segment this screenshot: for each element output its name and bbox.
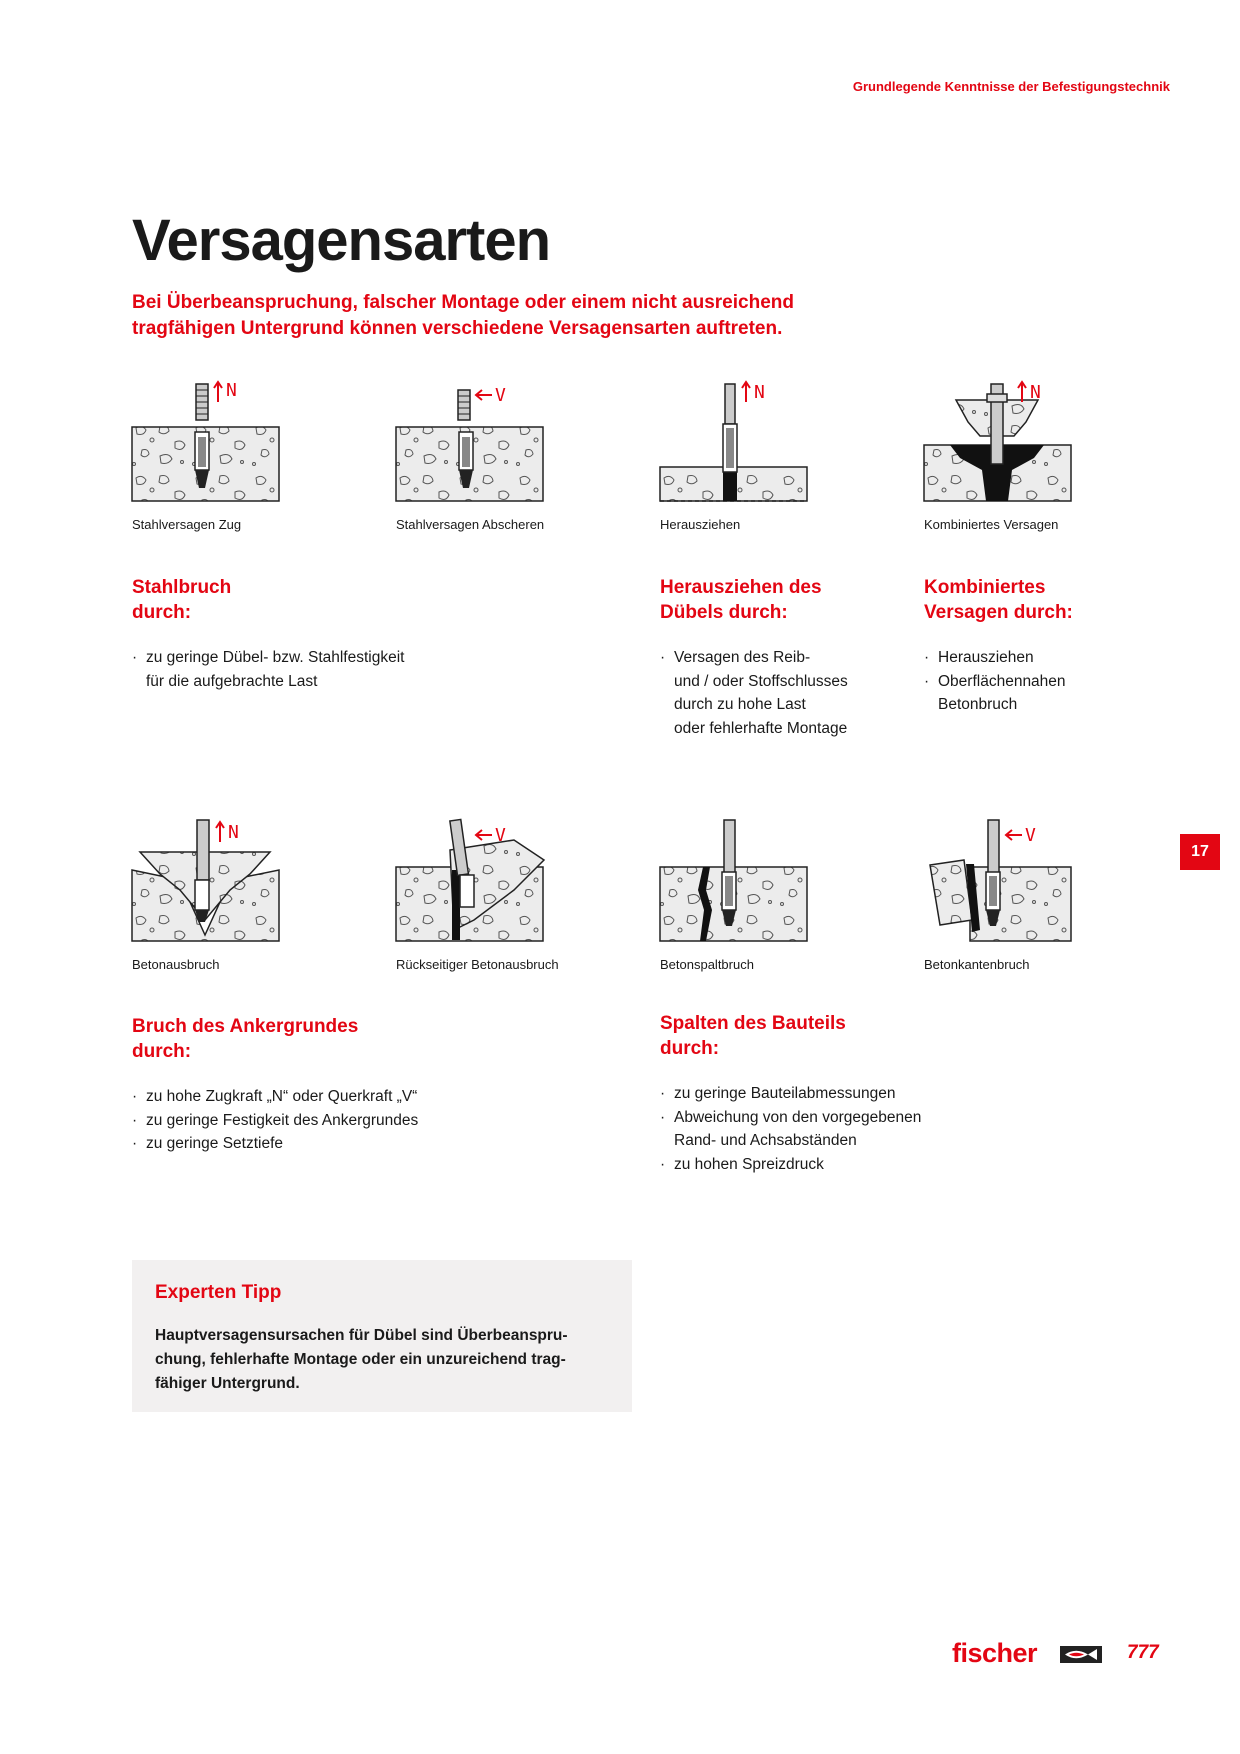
heading-herausziehen: Herausziehen des Dübels durch: [660,577,822,623]
load-label-v: V [495,385,506,406]
list-ankergrund [132,1085,512,1156]
figure-splitting [658,810,858,950]
list-kombiniert [924,646,1124,717]
chapter-tab[interactable]: 17 [1180,834,1220,870]
list-item: · Versagen des Reib- und / oder Stoffschlusses durch zu hohe Last oder fehlerhafte Montage [660,646,890,740]
list-spalten [660,1082,1000,1176]
caption-splitting: Betonspaltbruch [660,957,754,972]
page-subtitle: Bei Überbeanspruchung, falscher Montage oder einem nicht ausreichend tragfähigen Untergrund können verschiedene Versagensarten auftreten. [132,292,794,339]
caption-pryout: Rückseitiger Betonausbruch [396,957,559,972]
caption-pull-out: Herausziehen [660,517,741,532]
heading-ankergrund: Bruch des Ankergrundes durch: [132,1016,359,1062]
page-number: 777 [1127,1642,1159,1663]
logo-wordmark: fischer [952,1638,1038,1668]
load-label-n: N [226,380,237,401]
caption-steel-tension: Stahlversagen Zug [132,517,242,532]
list-item: · zu geringe Festigkeit des Ankergrundes [132,1109,512,1133]
load-label-v: V [1025,825,1036,846]
list-item: · zu geringe Bauteilabmessungen [660,1082,1000,1106]
list-item: · zu hohe Zugkraft „N“ oder Querkraft „V“ [132,1085,512,1109]
load-label-n: N [228,822,239,843]
list-item: · zu geringe Setztiefe [132,1132,512,1156]
figure-concrete-cone [130,810,330,950]
heading-stahlbruch: Stahlbruch durch: [132,577,232,623]
list-item: · zu geringe Dübel- bzw. Stahlfestigkeit für die aufgebrachte Last [132,646,452,693]
fish-logo-icon [1060,1646,1102,1663]
expert-tip-box [132,1260,632,1412]
heading-spalten: Spalten des Bauteils durch: [660,1013,846,1059]
figure-steel-tension [130,370,330,510]
list-item: · Oberflächennahen Betonbruch [924,670,1124,717]
list-stahlbruch [132,646,452,693]
tip-title: Experten Tipp [155,1282,282,1303]
load-label-v: V [495,825,506,846]
list-item: · Herausziehen [924,646,1124,670]
list-herausziehen [660,646,890,740]
figure-steel-shear [394,370,594,510]
figure-pull-out [658,370,858,510]
caption-steel-shear: Stahlversagen Abscheren [396,517,545,532]
list-item: · Abweichung von den vorgegebenen Rand- und Achsabständen [660,1106,1000,1153]
fischer-logo [952,1638,1104,1670]
running-header: Grundlegende Kenntnisse der Befestigungstechnik [852,79,1170,94]
figure-edge-break [922,810,1122,950]
figure-pryout [394,810,594,950]
figure-combined [922,370,1122,510]
page-title: Versagensarten [132,208,551,273]
load-label-n: N [754,382,765,403]
caption-concrete-cone: Betonausbruch [132,957,220,972]
tip-text: Hauptversagensursachen für Dübel sind Überbeanspru- chung, fehlerhafte Montage oder ein unzureichend trag- fähiger Untergrund. [155,1327,568,1392]
load-label-n: N [1030,382,1041,403]
heading-kombiniert: Kombiniertes Versagen durch: [924,577,1073,623]
caption-combined: Kombiniertes Versagen [924,517,1059,532]
list-item: · zu hohen Spreizdruck [660,1153,1000,1177]
caption-edge-break: Betonkantenbruch [924,957,1030,972]
